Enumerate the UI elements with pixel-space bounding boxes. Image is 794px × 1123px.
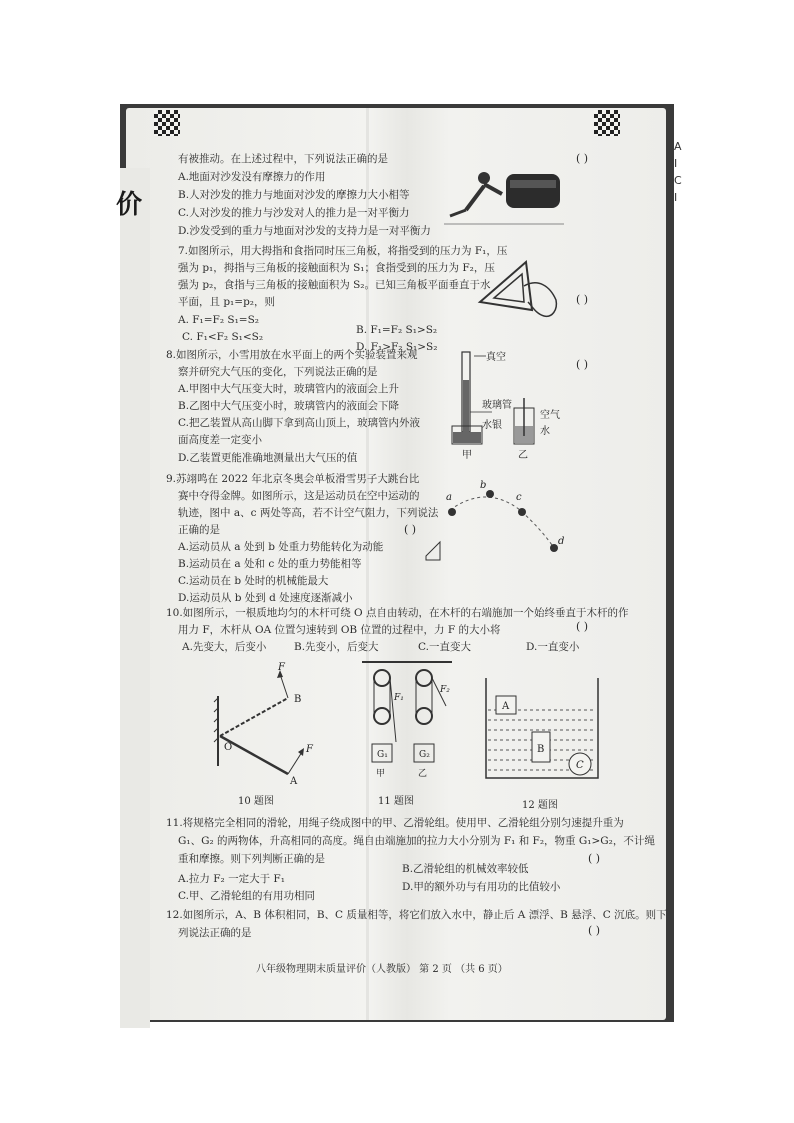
exam-page-photo [116, 104, 682, 1022]
answer-blank-9: ( ) [404, 523, 417, 536]
block-B-label: B [537, 744, 545, 755]
pulley-system-figure [362, 656, 452, 784]
q7-option-c: C. F₁<F₂ S₁<S₂ [182, 331, 264, 343]
q8-line-1: 8.如图所示，小雪用放在水平面上的两个实验装置来观 [166, 349, 418, 361]
edge-letter: I [674, 157, 678, 170]
page-footer: 八年级物理期末质量评价（人教版） 第 2 页 （共 6 页） [256, 964, 508, 975]
next-page-strip [674, 138, 682, 518]
edge-letter: I [674, 191, 678, 204]
label-air: 空气 [540, 410, 560, 421]
force-F-bottom-label: F [306, 744, 313, 755]
answer-blank-11: ( ) [588, 852, 601, 865]
sofa-push-figure [444, 160, 564, 230]
point-B-label: B [294, 694, 302, 705]
point-d-label: d [558, 536, 565, 547]
answer-blank-7: ( ) [576, 293, 589, 306]
prev-page-strip [116, 168, 150, 1028]
q8-option-c: C.把乙装置从高山脚下拿到高山顶上，玻璃管内外液 [178, 417, 420, 429]
q11-option-c: C.甲、乙滑轮组的有用功相同 [178, 890, 315, 902]
pulley-yi-label: 乙 [418, 769, 428, 779]
q8-line-2: 察并研究大气压的变化，下列说法正确的是 [178, 366, 378, 378]
point-b-label: b [480, 480, 487, 491]
water-tank-figure [482, 674, 602, 784]
q11-line-1: 11.将规格完全相同的滑轮，用绳子绕成图中的甲、乙滑轮组。使用甲、乙滑轮组分别匀速提升重为 [166, 817, 624, 829]
force-F-top-label: F [278, 662, 285, 673]
q7-option-a: A. F₁=F₂ S₁=S₂ [178, 314, 259, 326]
snowboard-trajectory-figure [420, 478, 580, 578]
label-water: 水 [540, 426, 550, 437]
q10-option-d: D.一直变小 [526, 641, 580, 653]
q6-option-d: D.沙发受到的重力与地面对沙发的支持力是一对平衡力 [178, 225, 431, 237]
force-F1-label: F₁ [394, 693, 404, 703]
registration-mark-right [594, 110, 620, 136]
q9-line-3: 轨迹，图中 a、c 两处等高，若不计空气阻力，下列说法 [178, 507, 439, 519]
q11-option-b: B.乙滑轮组的机械效率较低 [402, 863, 529, 875]
q9-option-d: D.运动员从 b 处到 d 处速度逐渐减小 [178, 592, 353, 604]
q7-option-b: B. F₁=F₂ S₁>S₂ [356, 324, 438, 336]
weight-G1-label: G₁ [377, 750, 388, 760]
q8-option-d: D.乙装置更能准确地测量出大气压的值 [178, 452, 358, 464]
q10-line-1: 10.如图所示，一根质地均匀的木杆可绕 O 点自由转动，在木杆的右端施加一个始终垂直于木杆的作 [166, 607, 629, 619]
q7-line-4: 平面，且 p₁=p₂，则 [178, 296, 275, 308]
registration-mark-left [154, 110, 180, 136]
ball-C-label: C [576, 760, 584, 771]
q8-option-b: B.乙图中大气压变小时，玻璃管内的液面会下降 [178, 400, 400, 412]
q7-line-1: 7.如图所示，用大拇指和食指同时压三角板，将指受到的压力为 F₁，压 [178, 245, 508, 257]
q11-line-3: 重和摩擦。则下列判断正确的是 [178, 853, 325, 865]
point-c-label: c [516, 492, 522, 503]
q12-line-2: 列说法正确的是 [178, 927, 252, 939]
point-A-label: A [290, 776, 298, 787]
barometer-figure [452, 342, 572, 462]
q9-option-b: B.运动员在 a 处和 c 处的重力势能相等 [178, 558, 362, 570]
lever-figure [210, 656, 330, 786]
caption-q11: 11 题图 [378, 796, 414, 807]
q9-line-2: 赛中夺得金牌。如图所示，这是运动员在空中运动的 [178, 490, 420, 502]
sidebar-label: 价 [116, 190, 143, 220]
pulley-jia-label: 甲 [376, 769, 386, 779]
q7-line-3: 强为 p₂，食指与三角板的接触面积为 S₂。已知三角板平面垂直于水 [178, 279, 491, 291]
triangle-ruler-figure [474, 256, 564, 326]
point-a-label: a [446, 492, 452, 503]
label-jia: 甲 [462, 450, 472, 461]
exam-paper [116, 108, 682, 1020]
q7-option-d: D. F₁>F₂ S₁>S₂ [356, 341, 438, 353]
q11-option-a: A.拉力 F₂ 一定大于 F₁ [178, 873, 285, 885]
q10-option-a: A.先变大，后变小 [182, 641, 267, 653]
answer-blank-10: ( ) [576, 620, 589, 633]
q10-line-2: 用力 F，木杆从 OA 位置匀速转到 OB 位置的过程中，力 F 的大小将 [178, 624, 501, 636]
q10-option-b: B.先变小，后变大 [294, 641, 379, 653]
caption-q10: 10 题图 [238, 796, 274, 807]
q7-line-2: 强为 p₁，拇指与三角板的接触面积为 S₁；食指受到的压力为 F₂，压 [178, 262, 495, 274]
q8-option-a: A.甲图中大气压变大时，玻璃管内的液面会上升 [178, 383, 399, 395]
q8-option-c-cont: 面高度差一定变小 [178, 434, 262, 446]
q6-option-c: C.人对沙发的推力与沙发对人的推力是一对平衡力 [178, 207, 410, 219]
question-6-stem: 有被推动。在上述过程中，下列说法正确的是 [178, 153, 388, 165]
edge-letter: A [674, 140, 682, 153]
q9-option-a: A.运动员从 a 处到 b 处重力势能转化为动能 [178, 541, 384, 553]
q6-option-b: B.人对沙发的推力与地面对沙发的摩擦力大小相等 [178, 189, 410, 201]
label-glass-tube: 玻璃管 [482, 400, 512, 411]
label-yi: 乙 [518, 450, 528, 461]
answer-blank-8: ( ) [576, 358, 589, 371]
label-vacuum: 真空 [486, 352, 506, 363]
q12-line-1: 12.如图所示，A、B 体积相同，B、C 质量相等，将它们放入水中，静止后 A 漂浮、B 悬浮、C 沉底。则下 [166, 909, 667, 921]
q9-option-c: C.运动员在 b 处时的机械能最大 [178, 575, 329, 587]
q11-option-d: D.甲的额外功与有用功的比值较小 [402, 881, 561, 893]
caption-q12: 12 题图 [522, 800, 558, 811]
answer-blank-12: ( ) [588, 924, 601, 937]
answer-blank-6: ( ) [576, 152, 589, 165]
weight-G2-label: G₂ [419, 750, 430, 760]
edge-letter: C [674, 174, 682, 187]
q11-line-2: G₁、G₂ 的两物体，升高相同的高度。绳自由端施加的拉力大小分别为 F₁ 和 F₂，物重 G₁>G₂，不计绳 [178, 835, 655, 847]
q6-option-a: A.地面对沙发没有摩擦力的作用 [178, 171, 326, 183]
q9-line-4: 正确的是 [178, 524, 220, 536]
q10-option-c: C.一直变大 [418, 641, 471, 653]
q9-line-1: 9.苏翊鸣在 2022 年北京冬奥会单板滑雪男子大跳台比 [166, 473, 420, 485]
block-A-label: A [502, 701, 510, 712]
force-F2-label: F₂ [440, 685, 450, 695]
pivot-O-label: O [224, 742, 233, 753]
label-mercury: 水银 [482, 420, 502, 431]
